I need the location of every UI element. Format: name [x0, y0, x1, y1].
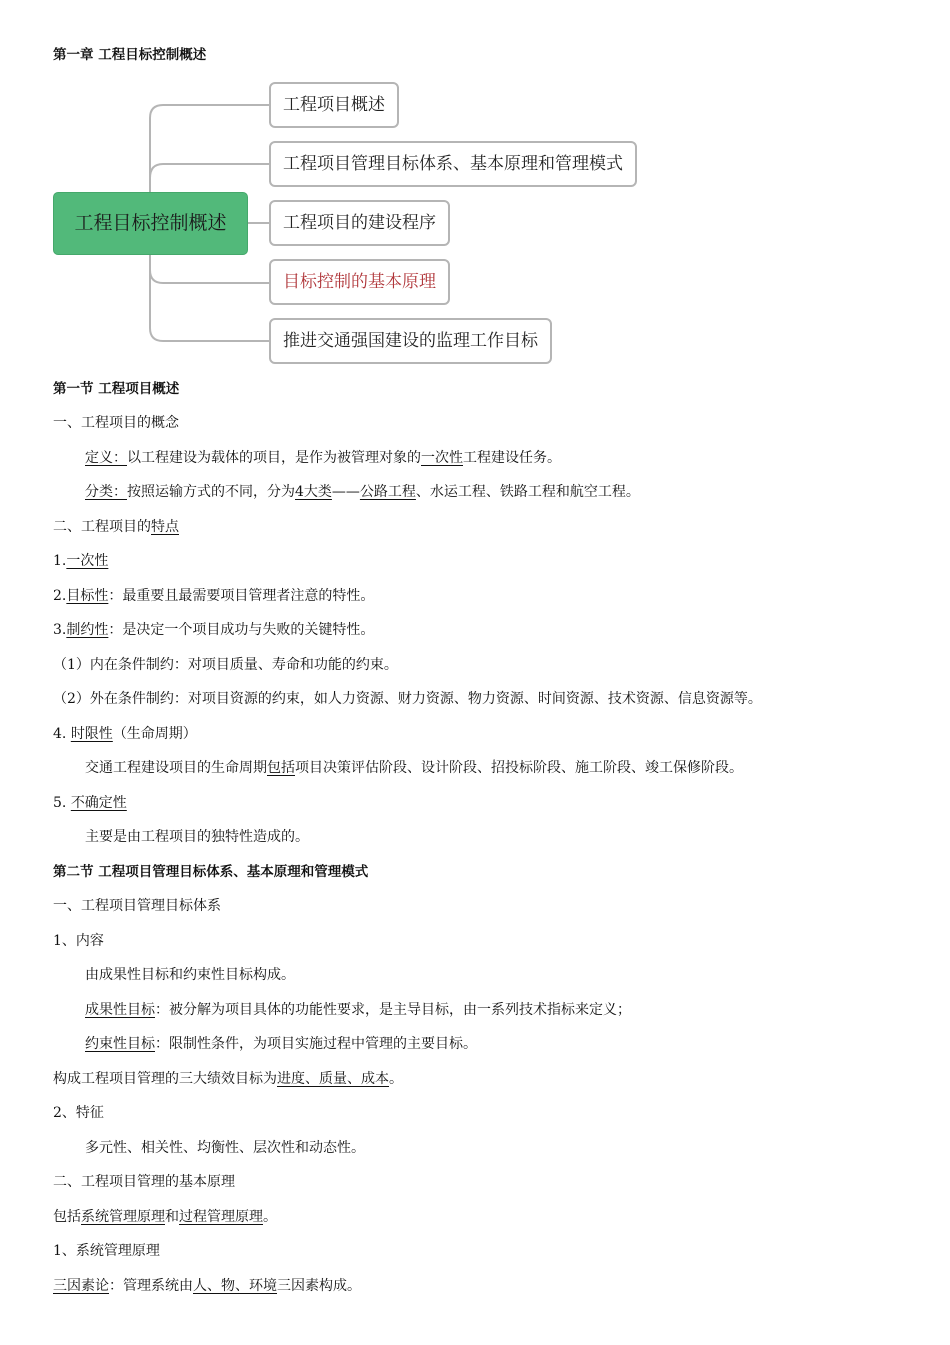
constraint-target: [85, 1034, 477, 1054]
features-heading-text: 二、工程项目的: [53, 519, 151, 535]
feature-3-external: （2）外在条件制约：对项目资源的约束，如人力资源、财力资源、物力资源、时间资源、技术资源、信息资源等。: [53, 691, 762, 707]
feature-4-num: 4.: [53, 726, 71, 742]
section-1-title: 第一节 工程项目概述: [53, 381, 180, 397]
classification-count: 4大类: [295, 484, 332, 500]
feature-4-desc-text: 交通工程建设项目的生命周期: [85, 760, 267, 776]
chapter-title: 第一章 工程目标控制概述: [53, 47, 207, 63]
section-2-title: 第二节 工程项目管理目标体系、基本原理和管理模式: [53, 864, 369, 880]
definition-label: 定义：: [85, 450, 127, 466]
classification-rest: 、水运工程、铁路工程和航空工程。: [415, 484, 640, 500]
s1-heading-features: [53, 517, 179, 537]
classification-highway: 公路工程: [359, 484, 416, 500]
feature-3-num: 3.: [53, 622, 67, 638]
s1-definition: [85, 448, 561, 468]
feature-3-text: ：是决定一个项目成功与失败的关键特性。: [108, 622, 375, 638]
mindmap-root-node: 工程目标控制概述: [53, 192, 248, 255]
s1-heading-concept: 一、工程项目的概念: [53, 415, 179, 431]
result-target: [85, 1000, 631, 1020]
constraint-target-text: ：限制性条件，为项目实施过程中管理的主要目标。: [155, 1036, 477, 1052]
three-factors-label: 三因素论: [53, 1278, 109, 1294]
system-principle-keyword: 系统管理原理: [81, 1209, 165, 1225]
three-factors-keywords: 人、物、环境: [193, 1278, 277, 1294]
process-principle-keyword: 过程管理原理: [179, 1209, 263, 1225]
definition-text: 以工程建设为载体的项目，是作为被管理对象的: [127, 450, 421, 466]
feature-5-num: 5.: [53, 795, 71, 811]
feature-4-text: （生命周期）: [112, 726, 197, 742]
feature-1: [53, 551, 108, 571]
feature-3: [53, 620, 374, 640]
s2-heading-target-system: 一、工程项目管理目标体系: [53, 898, 221, 914]
feature-4-desc-keyword: 包括: [267, 760, 295, 776]
principles-and: 和: [165, 1209, 179, 1225]
principles-text: 包括: [53, 1209, 81, 1225]
feature-2-label: 目标性: [66, 588, 109, 604]
principles-end: 。: [263, 1209, 277, 1225]
feature-4-desc: [85, 758, 743, 778]
feature-5-desc: 主要是由工程项目的独特性造成的。: [85, 829, 309, 845]
three-factors-end: 三因素构成。: [277, 1278, 361, 1294]
system-principle-heading: 1、系统管理原理: [53, 1243, 160, 1259]
mindmap-node-overview: 工程项目概述: [269, 82, 399, 128]
feature-3-label: 制约性: [66, 622, 109, 638]
feature-2-num: 2.: [53, 588, 67, 604]
feature-4-label: 时限性: [70, 726, 113, 742]
constraint-target-label: 约束性目标: [85, 1036, 155, 1052]
three-factors-text: ：管理系统由: [109, 1278, 193, 1294]
features-heading-keyword: 特点: [151, 519, 179, 535]
three-goals-text: 构成工程项目管理的三大绩效目标为: [53, 1071, 277, 1087]
three-factors: [53, 1276, 361, 1296]
s2-content-heading: 1、内容: [53, 933, 104, 949]
definition-text-end: 工程建设任务。: [463, 450, 561, 466]
definition-keyword: 一次性: [421, 450, 463, 466]
result-target-label: 成果性目标: [85, 1002, 155, 1018]
feature-2: [53, 586, 374, 606]
result-target-text: ：被分解为项目具体的功能性要求，是主导目标，由一系列技术指标来定义；: [155, 1002, 631, 1018]
feature-3-internal: （1）内在条件制约：对项目质量、寿命和功能的约束。: [53, 657, 398, 673]
three-goals-keywords: 进度、质量、成本: [277, 1071, 389, 1087]
s2-heading-principle: 二、工程项目管理的基本原理: [53, 1174, 235, 1190]
three-goals-end: 。: [389, 1071, 403, 1087]
feature-2-text: ：最重要且最需要项目管理者注意的特性。: [108, 588, 375, 604]
feature-1-num: 1.: [53, 553, 67, 569]
classification-label: 分类：: [85, 484, 127, 500]
feature-1-label: 一次性: [66, 553, 109, 569]
feature-5-label: 不确定性: [70, 795, 127, 811]
feature-4: [53, 724, 197, 744]
s1-classification: [85, 482, 640, 502]
three-goals: [53, 1069, 403, 1089]
s2-content-desc: 由成果性目标和约束性目标构成。: [85, 967, 295, 983]
classification-dash: ——: [331, 484, 360, 500]
s2-features-desc: 多元性、相关性、均衡性、层次性和动态性。: [85, 1140, 365, 1156]
s2-features-heading: 2、特征: [53, 1105, 104, 1121]
feature-4-desc-rest: 项目决策评估阶段、设计阶段、招投标阶段、施工阶段、竣工保修阶段。: [295, 760, 743, 776]
feature-5: [53, 793, 127, 813]
classification-text: 按照运输方式的不同，分为: [127, 484, 295, 500]
mindmap-node-supervision-goal: 推进交通强国建设的监理工作目标: [269, 318, 552, 364]
mindmap-node-control-principle: 目标控制的基本原理: [269, 259, 450, 305]
mindmap-node-construction-procedure: 工程项目的建设程序: [269, 200, 450, 246]
principles-include: [53, 1207, 277, 1227]
mindmap-node-target-system: 工程项目管理目标体系、基本原理和管理模式: [269, 141, 637, 187]
